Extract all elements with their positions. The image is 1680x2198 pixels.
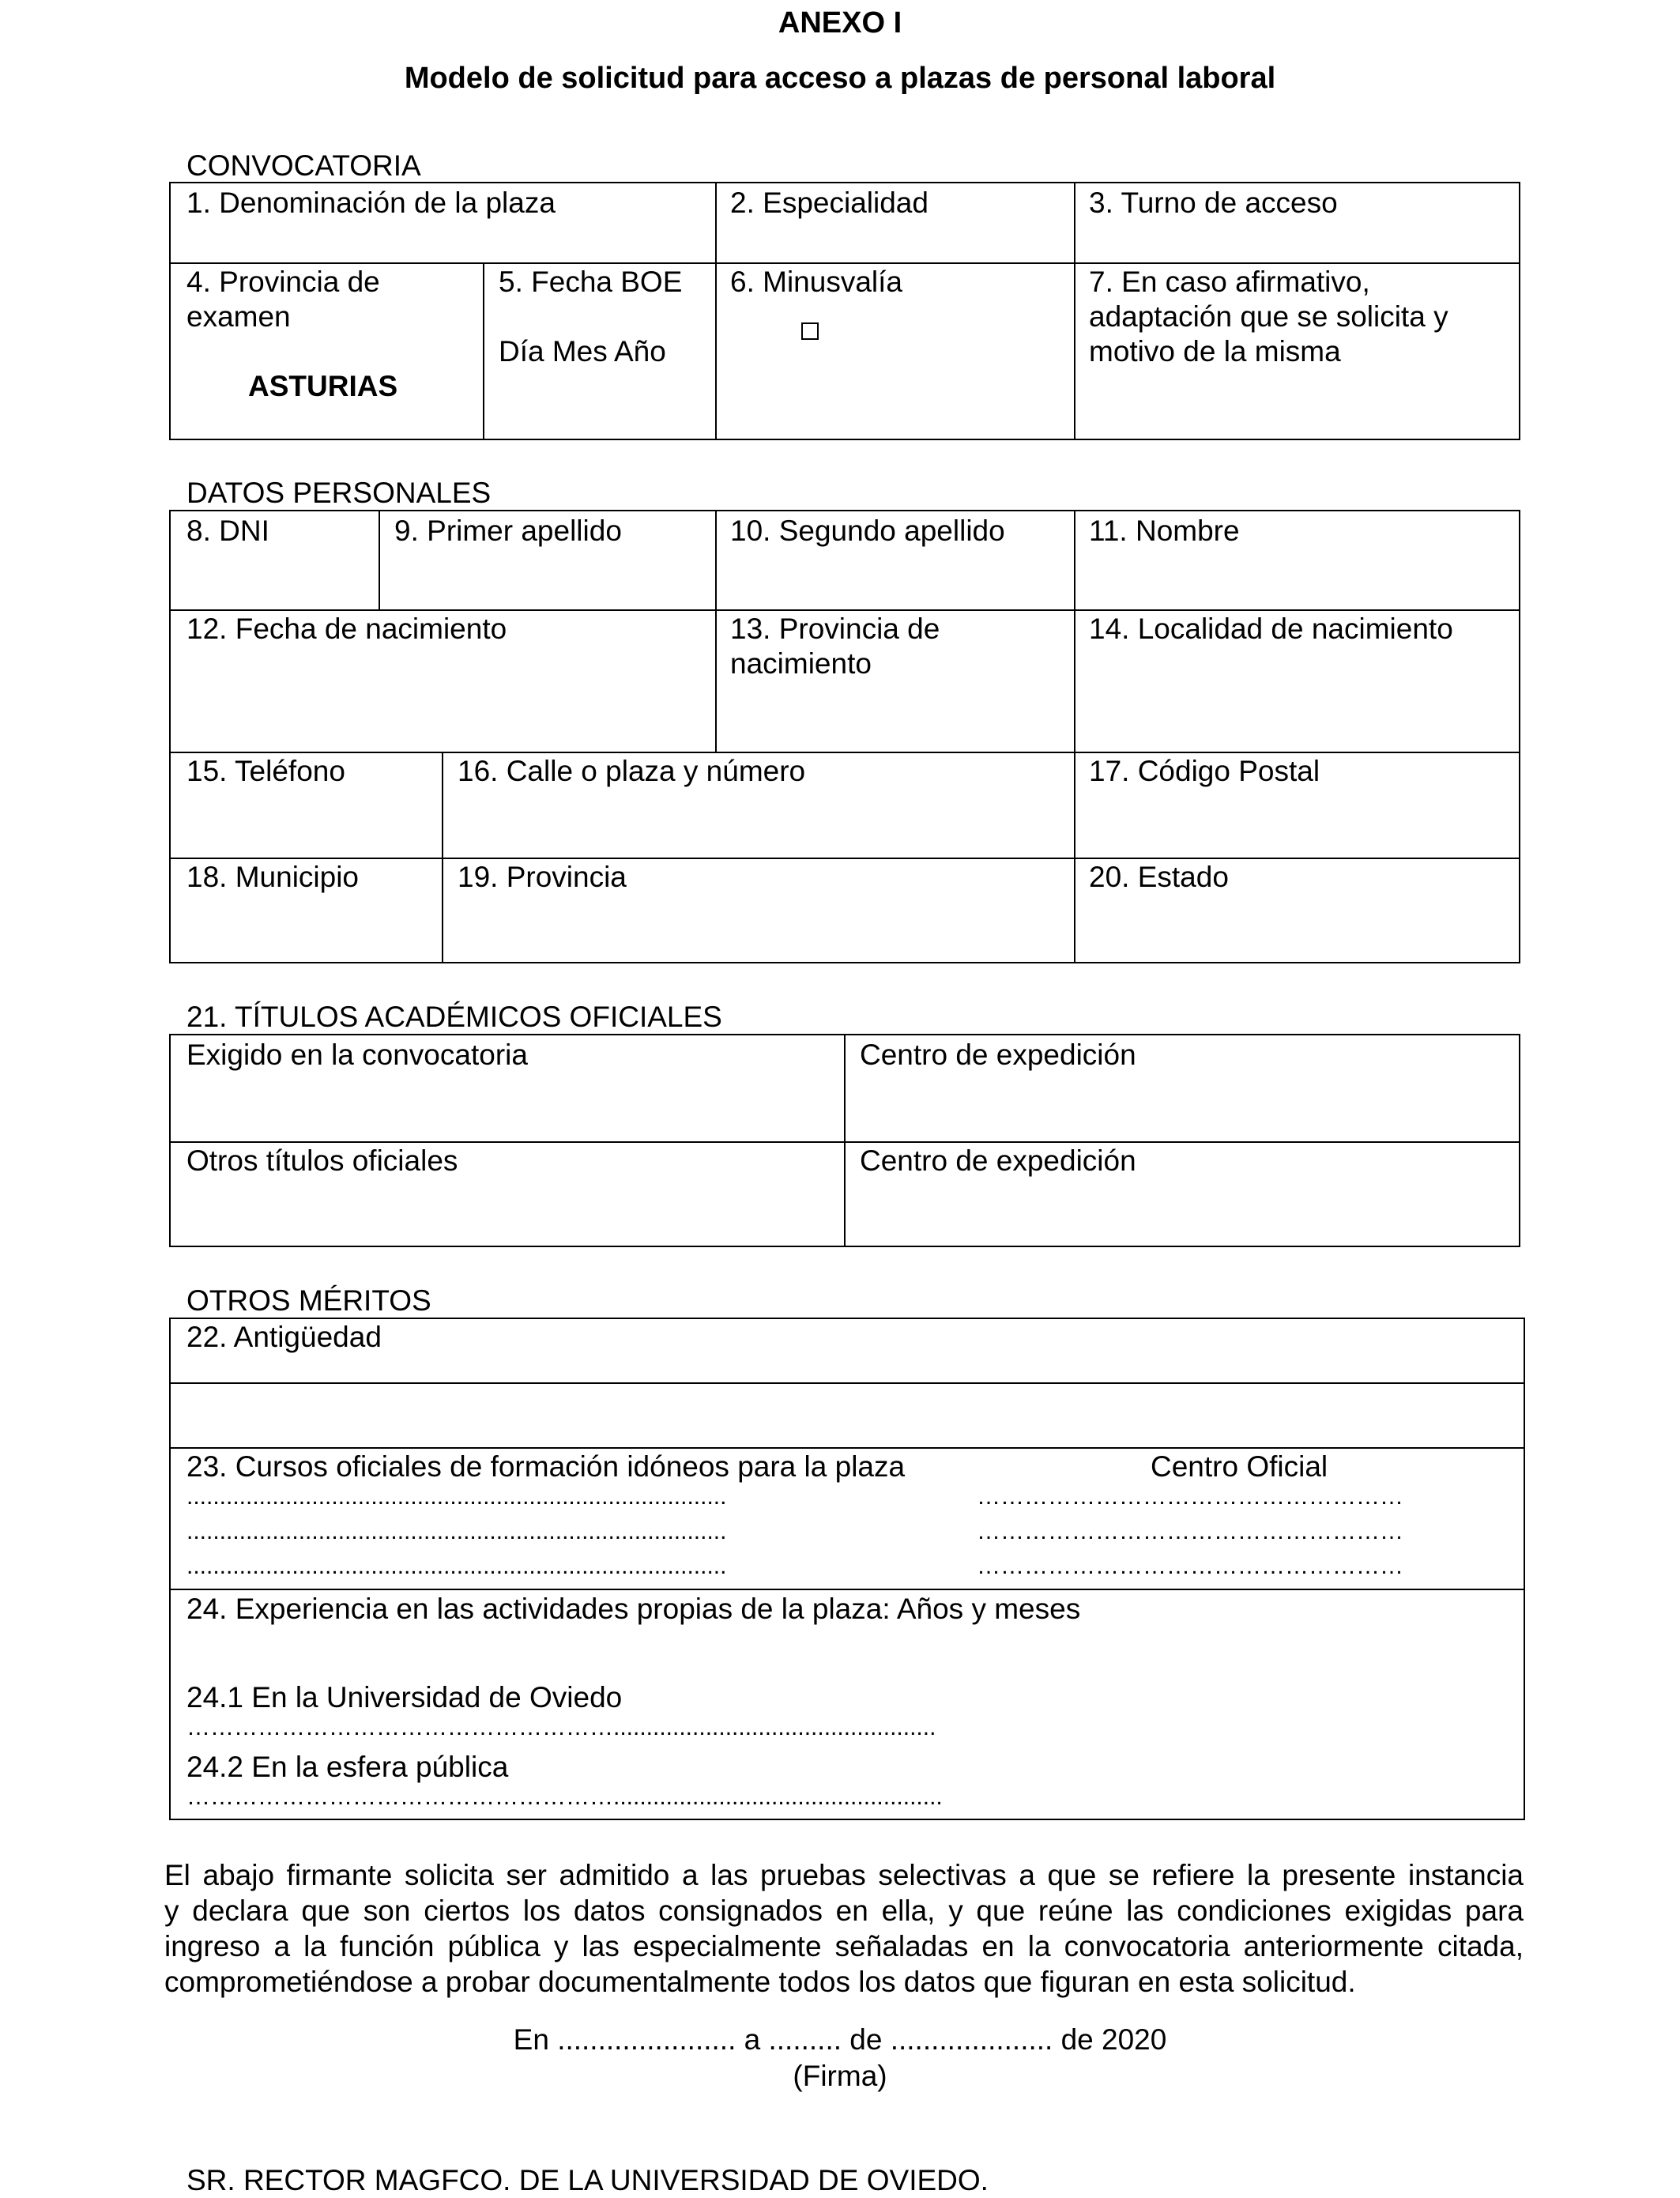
curso-line-1[interactable]: .................................................................................. <box>186 1484 727 1510</box>
field-titulo-exigido[interactable]: Exigido en la convocatoria <box>186 1039 528 1071</box>
declaration-line-4: comprometiéndose a probar documentalmente todos los datos que figuran en esta solicitud. <box>164 1966 1356 1998</box>
label-experiencia-universidad: 24.1 En la Universidad de Oviedo <box>186 1681 623 1714</box>
field-fecha-nacimiento[interactable]: 12. Fecha de nacimiento <box>186 613 507 645</box>
field-provincia-nacimiento-label-2: nacimiento <box>730 647 872 680</box>
field-fecha-boe[interactable]: 5. Fecha BOE <box>499 266 683 298</box>
declaration-line-2: y declara que son ciertos los datos consignados en ella, y que reúne las condiciones exigidas para <box>164 1895 1524 1927</box>
firma-label: (Firma) <box>793 2060 887 2092</box>
otros-meritos-table <box>169 1318 1525 1820</box>
field-municipio[interactable]: 18. Municipio <box>186 861 360 893</box>
field-provincia-nacimiento-label-1[interactable]: 13. Provincia de <box>730 613 940 645</box>
field-otros-titulos[interactable]: Otros títulos oficiales <box>186 1144 458 1177</box>
field-codigo-postal[interactable]: 17. Código Postal <box>1089 755 1320 787</box>
centro-oficial-line-1[interactable]: ……………………………………………… <box>977 1484 1403 1510</box>
experiencia-esfera-publica-line[interactable]: ……………………………………………….................................................. <box>186 1784 943 1810</box>
field-calle-numero[interactable]: 16. Calle o plaza y número <box>458 755 806 787</box>
datos-personales-table <box>169 510 1520 963</box>
field-turno-acceso[interactable]: 3. Turno de acceso <box>1089 187 1338 219</box>
field-denominacion-plaza[interactable]: 1. Denominación de la plaza <box>186 187 556 219</box>
field-telefono[interactable]: 15. Teléfono <box>186 755 345 787</box>
section-otros-meritos: OTROS MÉRITOS <box>186 1284 431 1317</box>
field-localidad-nacimiento[interactable]: 14. Localidad de nacimiento <box>1089 613 1453 645</box>
field-provincia-examen-label-2: examen <box>186 300 291 333</box>
form-title: Modelo de solicitud para acceso a plazas de personal laboral <box>404 62 1276 95</box>
minusvalia-checkbox[interactable] <box>801 322 819 340</box>
field-adaptacion-label-3: motivo de la misma <box>1089 335 1341 368</box>
field-dni[interactable]: 8. DNI <box>186 515 269 547</box>
convocatoria-table <box>169 182 1520 440</box>
field-primer-apellido[interactable]: 9. Primer apellido <box>394 515 622 547</box>
label-centro-oficial: Centro Oficial <box>1151 1450 1328 1483</box>
declaration-line-1: El abajo firmante solicita ser admitido a las pruebas selectivas a que se refiere la presente instancia <box>164 1859 1524 1891</box>
addressee: SR. RECTOR MAGFCO. DE LA UNIVERSIDAD DE OVIEDO. <box>186 2164 989 2196</box>
field-centro-expedicion-1[interactable]: Centro de expedición <box>860 1039 1136 1071</box>
field-centro-expedicion-2[interactable]: Centro de expedición <box>860 1144 1136 1177</box>
section-titulos-academicos: 21. TÍTULOS ACADÉMICOS OFICIALES <box>186 1001 722 1033</box>
place-date-line[interactable]: En ...................... a ......... de .................... de 2020 <box>513 2023 1167 2056</box>
fecha-boe-subfields: Día Mes Año <box>499 335 666 368</box>
experiencia-universidad-line[interactable]: ………………………………………………................................................. <box>186 1714 936 1740</box>
field-segundo-apellido[interactable]: 10. Segundo apellido <box>730 515 1005 547</box>
field-nombre[interactable]: 11. Nombre <box>1089 515 1240 547</box>
declaration-paragraph <box>164 1857 1524 2000</box>
provincia-examen-value: ASTURIAS <box>248 370 398 402</box>
field-estado[interactable]: 20. Estado <box>1089 861 1229 893</box>
field-especialidad[interactable]: 2. Especialidad <box>730 187 929 219</box>
field-experiencia: 24. Experiencia en las actividades propias de la plaza: Años y meses <box>186 1593 1081 1625</box>
label-experiencia-esfera-publica: 24.2 En la esfera pública <box>186 1751 509 1783</box>
field-antiguedad[interactable]: 22. Antigüedad <box>186 1321 382 1353</box>
field-minusvalia: 6. Minusvalía <box>730 266 902 298</box>
section-datos-personales: DATOS PERSONALES <box>186 477 492 509</box>
centro-oficial-line-3[interactable]: ……………………………………………… <box>977 1553 1403 1579</box>
field-provincia[interactable]: 19. Provincia <box>458 861 627 893</box>
antiguedad-entry-area[interactable] <box>171 1384 1524 1446</box>
field-provincia-examen-label-1: 4. Provincia de <box>186 266 380 298</box>
curso-line-2[interactable]: .................................................................................. <box>186 1518 727 1544</box>
titulos-table <box>169 1034 1520 1247</box>
field-cursos-oficiales: 23. Cursos oficiales de formación idóneos para la plaza <box>186 1450 906 1483</box>
declaration-line-3: ingreso a la función pública y las especialmente señaladas en la convocatoria anteriormente citada, <box>164 1930 1524 1962</box>
field-adaptacion-label-1: 7. En caso afirmativo, <box>1089 266 1370 298</box>
centro-oficial-line-2[interactable]: ……………………………………………… <box>977 1518 1403 1544</box>
field-adaptacion-label-2: adaptación que se solicita y <box>1089 300 1448 333</box>
curso-line-3[interactable]: .................................................................................. <box>186 1553 727 1579</box>
annex-heading: ANEXO I <box>778 6 902 40</box>
section-convocatoria: CONVOCATORIA <box>186 149 421 182</box>
